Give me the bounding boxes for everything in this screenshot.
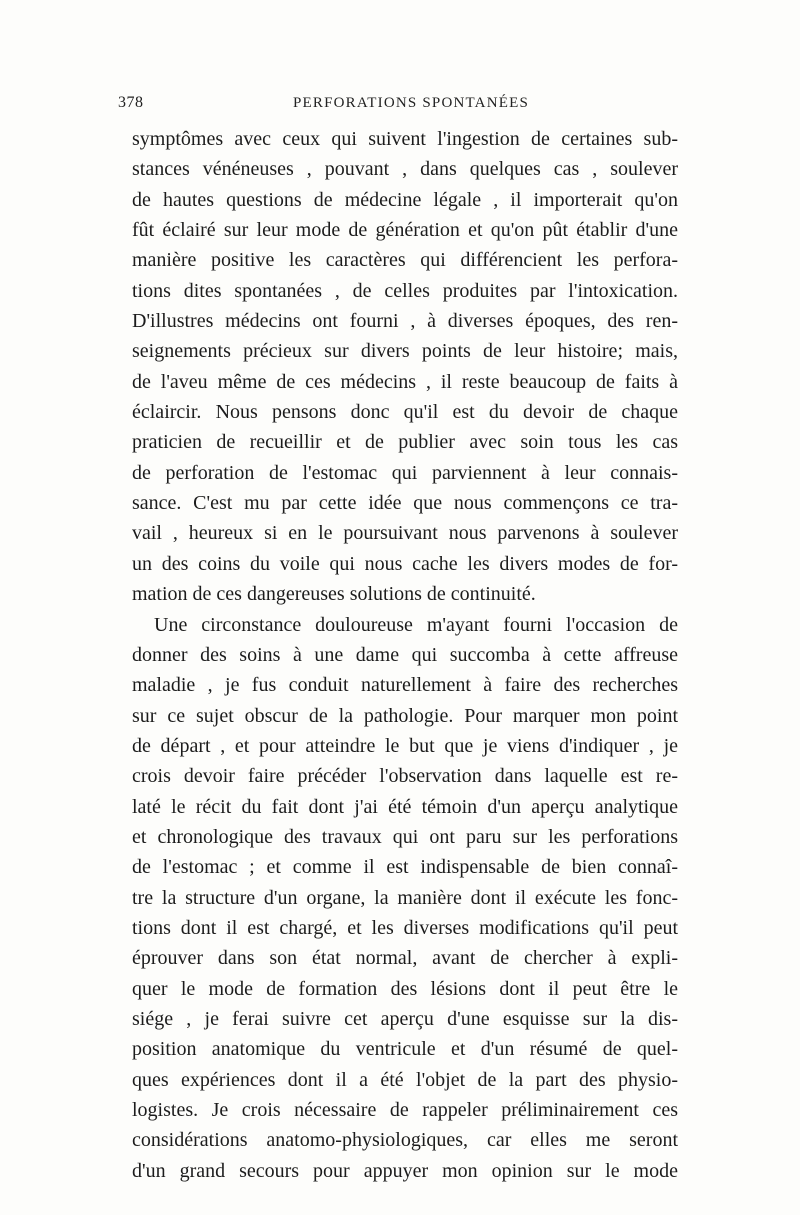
text-line: de l'aveu même de ces médecins , il reste beaucoup de faits à [132,370,678,393]
text-line: de hautes questions de médecine légale , il importerait qu'on [132,188,678,211]
text-line: sance. C'est mu par cette idée que nous commençons ce tra- [132,492,678,515]
text-line: tre la structure d'un organe, la manière dont il exécute les fonc- [132,886,678,909]
text-line: logistes. Je crois nécessaire de rappeler préliminairement ces [132,1099,678,1121]
text-line: tions dont il est chargé, et les diverses modifications qu'il peut [132,916,678,939]
text-line: symptômes avec ceux qui suivent l'ingestion de certaines sub- [132,128,678,150]
text-line: fût éclairé sur leur mode de génération et qu'on pût établir d'une [132,219,678,242]
text-line: de départ , et pour atteindre le but que je viens d'indiquer , je [132,734,678,757]
text-line: maladie , je fus conduit naturellement à faire des recherches [132,674,678,697]
text-line: ques expériences dont il a été l'objet de la part des physio- [132,1068,678,1091]
text-line: laté le récit du fait dont j'ai été témoin d'un aperçu analytique [132,795,678,818]
text-line: manière positive les caractères qui différencient les perfora- [132,249,678,272]
text-line: éclaircir. Nous pensons donc qu'il est du devoir de chaque [132,401,678,424]
text-line: et chronologique des travaux qui ont paru sur les perforations [132,825,678,848]
text-line: considérations anatomo-physiologiques, car elles me seront [132,1129,678,1152]
text-line: crois devoir faire précéder l'observation dans laquelle est re- [132,765,678,788]
text-line: Une circonstance douloureuse m'ayant fourni l'occasion de [154,613,678,636]
text-line: siége , je ferai suivre cet aperçu d'une esquisse sur la dis- [132,1007,678,1030]
text-line: seignements précieux sur divers points de leur histoire; mais, [132,340,678,363]
body-text [132,124,678,1186]
text-line: stances vénéneuses , pouvant , dans quelques cas , soulever [132,158,678,181]
text-line: sur ce sujet obscur de la pathologie. Pour marquer mon point [132,704,678,727]
text-line: quer le mode de formation des lésions dont il peut être le [132,977,678,1000]
text-line: de l'estomac ; et comme il est indispensable de bien connaî- [132,856,678,879]
text-line: donner des soins à une dame qui succomba à cette affreuse [132,643,678,666]
text-line: tions dites spontanées , de celles produites par l'intoxication. [132,279,678,302]
text-line: position anatomique du ventricule et d'un résumé de quel- [132,1038,678,1061]
page-number: 378 [118,94,144,111]
text-line: mation de ces dangereuses solutions de continuité. [132,583,536,606]
text-line: d'un grand secours pour appuyer mon opinion sur le mode [132,1159,678,1182]
text-line: praticien de recueillir et de publier avec soin tous les cas [132,431,678,454]
text-line: de perforation de l'estomac qui parviennent à leur connais- [132,461,678,484]
running-title: PERFORATIONS SPONTANÉES [293,95,530,111]
running-head [118,94,688,120]
text-line: D'illustres médecins ont fourni , à diverses époques, des ren- [132,310,678,333]
text-line: éprouver dans son état normal, avant de chercher à expli- [132,947,678,970]
text-line: un des coins du voile qui nous cache les divers modes de for- [132,552,678,575]
text-line: vail , heureux si en le poursuivant nous parvenons à soulever [132,522,678,545]
